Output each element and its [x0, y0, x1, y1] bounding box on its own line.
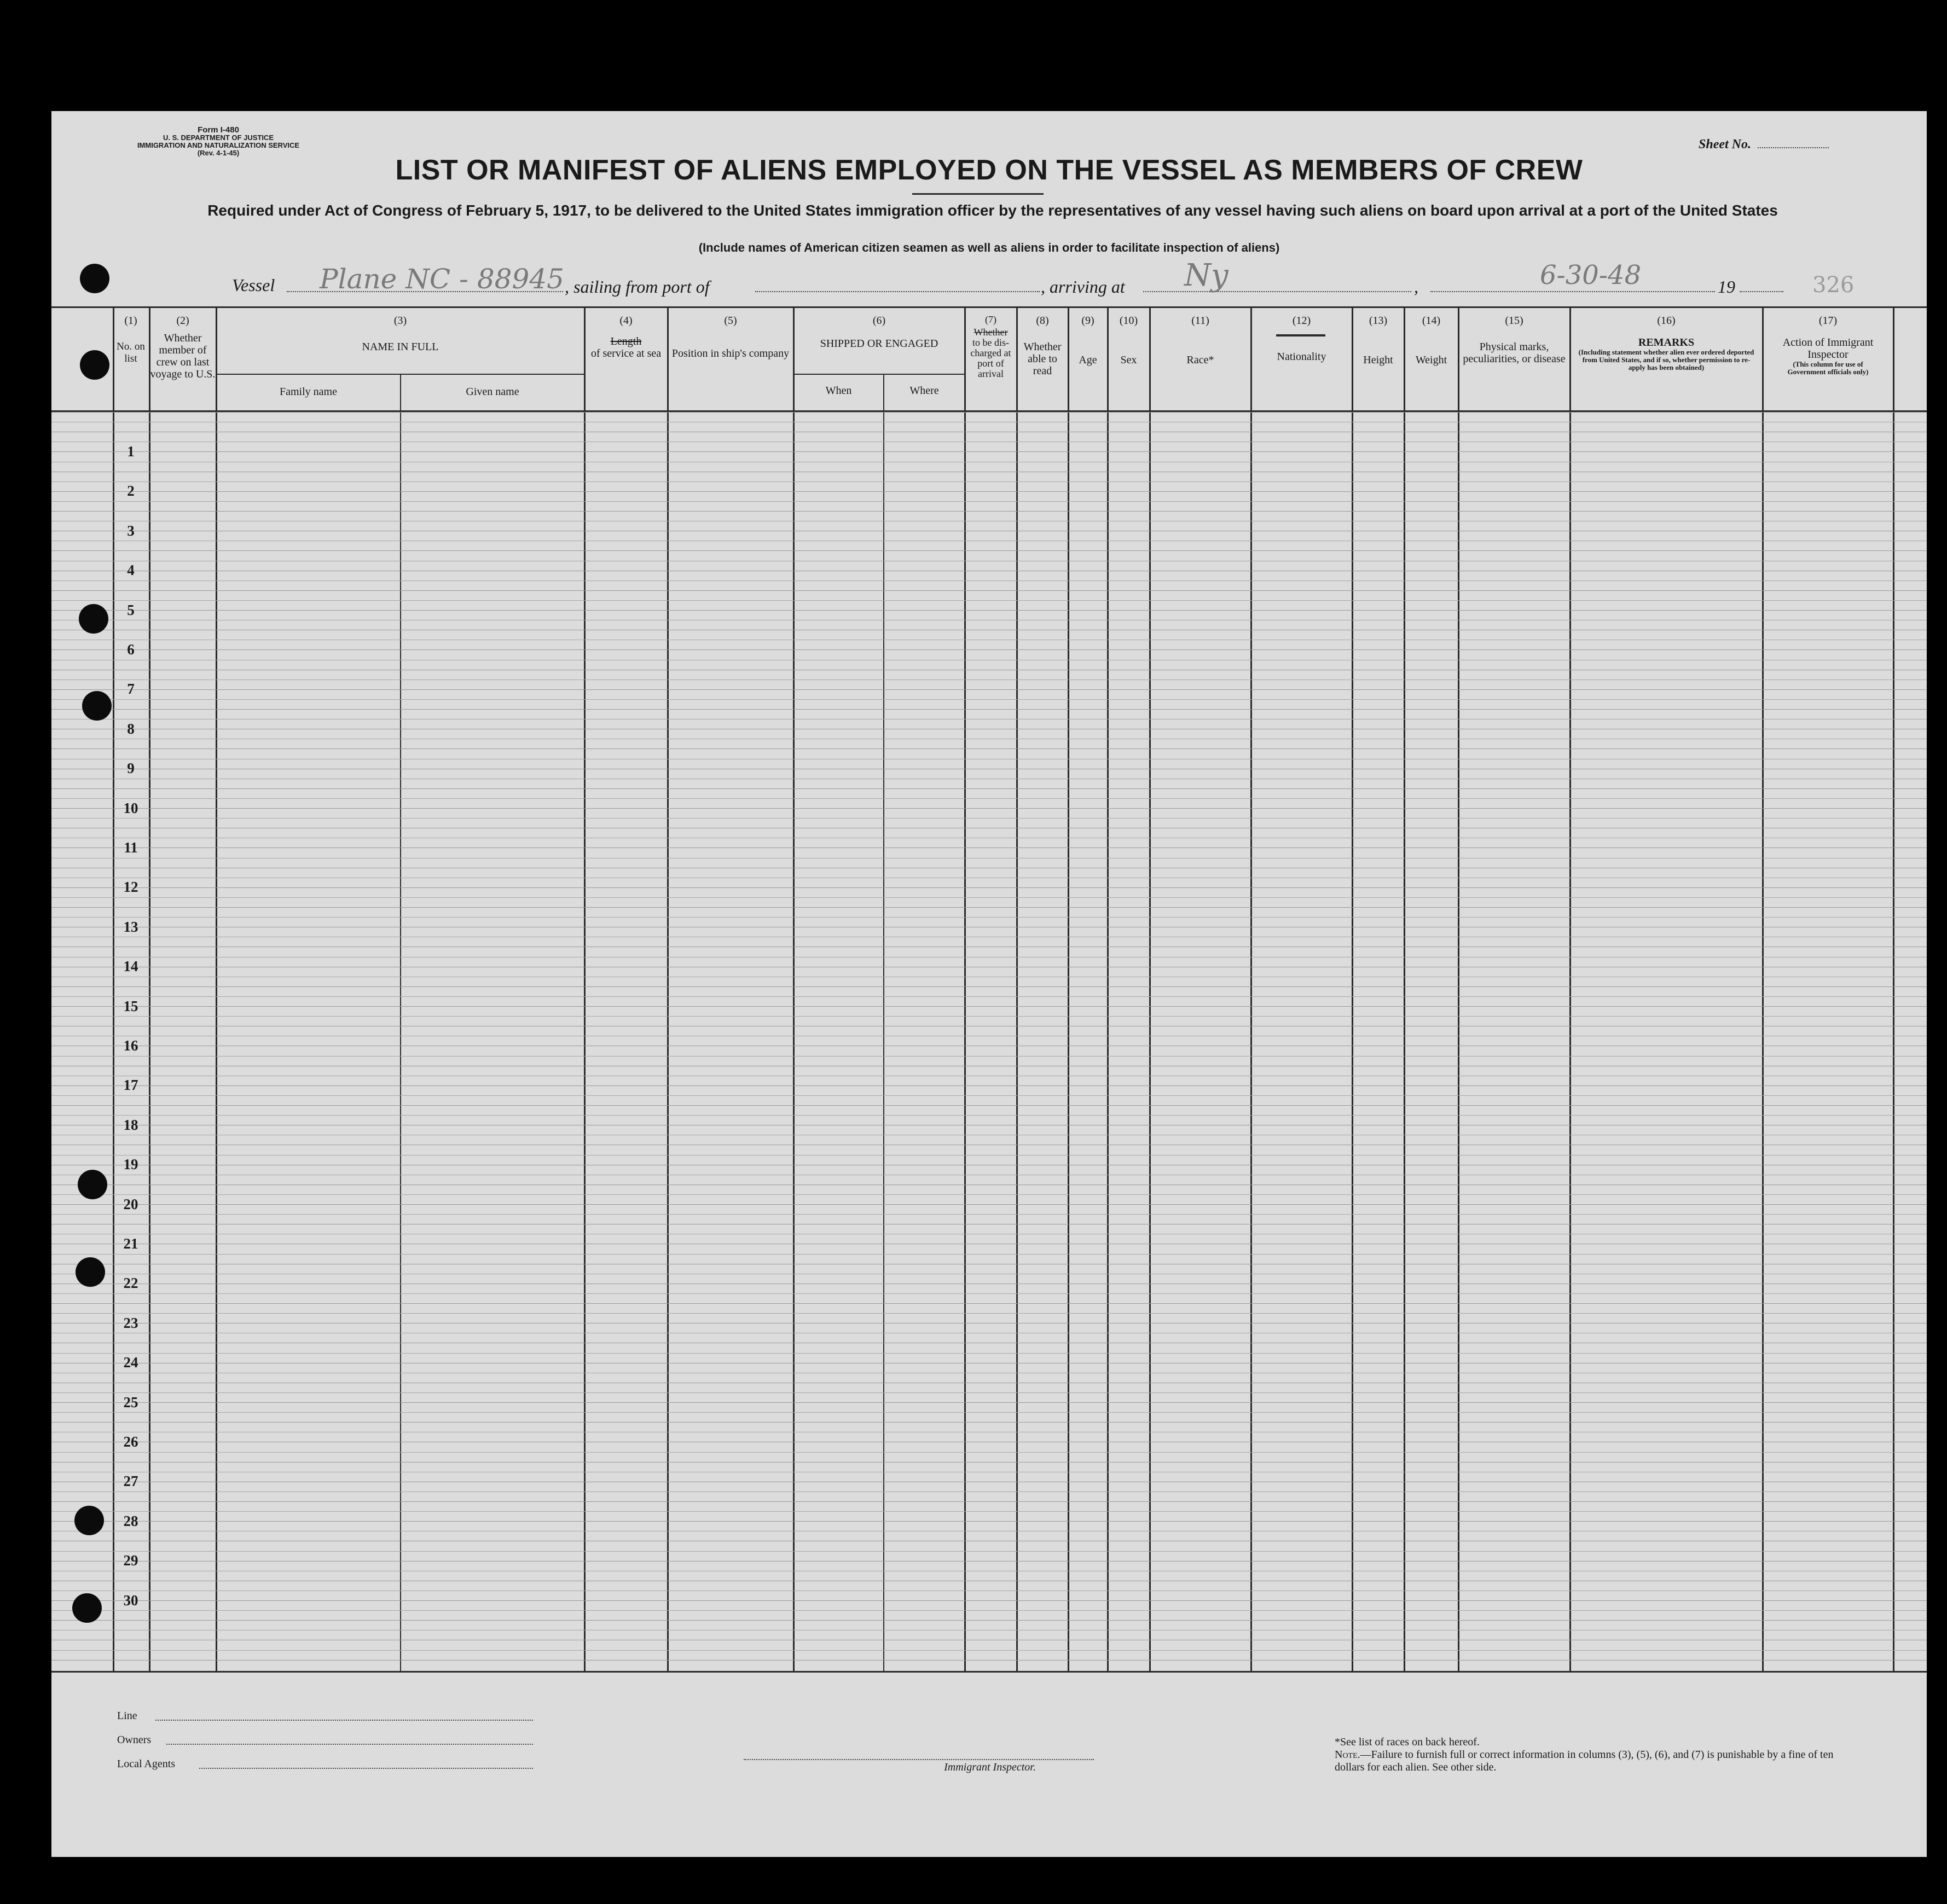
- vessel-label: Vessel: [232, 275, 275, 295]
- col-14-num: (14): [1422, 315, 1441, 327]
- col-13-label: Height: [1363, 354, 1393, 366]
- form-id-block: [128, 126, 309, 157]
- punch-hole: [74, 1506, 104, 1535]
- col-8-label: Whether able to read: [1023, 341, 1062, 377]
- col-5-label: Position in ship's company: [671, 347, 790, 359]
- sailing-field[interactable]: [755, 290, 1040, 292]
- row-rule: [51, 1551, 1927, 1552]
- row-rule: [51, 1660, 1927, 1661]
- row-rule: [51, 1521, 1927, 1522]
- footer-line-label: Line: [117, 1710, 137, 1722]
- row-number: 27: [123, 1473, 138, 1490]
- row-rule: [51, 1353, 1927, 1354]
- stamp-number: 326: [1812, 272, 1855, 298]
- arriving-field[interactable]: [1143, 290, 1411, 292]
- col-5-num: (5): [724, 315, 737, 327]
- col-2-header: [150, 315, 216, 380]
- col-line-6a: [883, 375, 884, 1673]
- col-7-header: [965, 315, 1016, 379]
- row-rule: [51, 808, 1927, 809]
- col-7-num: (7): [985, 314, 996, 325]
- row-rule: [51, 600, 1927, 601]
- row-number: 30: [123, 1592, 138, 1609]
- sheet-number-label: Sheet No.: [1699, 137, 1751, 152]
- col-6-where-header: Where: [909, 385, 939, 397]
- punch-hole: [82, 691, 112, 721]
- row-rule: [51, 590, 1927, 591]
- row-number: 17: [123, 1077, 138, 1094]
- penalty-note-label: Note.: [1335, 1749, 1360, 1761]
- punch-hole: [80, 264, 109, 293]
- row-rule: [51, 491, 1927, 492]
- form-note: (Include names of American citizen seamen as well as aliens in order to facilitate inspection of aliens): [698, 241, 1280, 254]
- sailing-label: , sailing from port of: [565, 277, 710, 297]
- row-number: 5: [127, 601, 135, 618]
- col-14-header: [1405, 315, 1458, 366]
- row-rule: [51, 1313, 1927, 1314]
- row-rule: [51, 1056, 1927, 1057]
- row-number: 13: [123, 918, 138, 935]
- row-rule: [51, 1650, 1927, 1651]
- title-divider: [912, 193, 1044, 195]
- row-number: 23: [123, 1314, 138, 1331]
- row-number: 12: [123, 879, 138, 896]
- row-number: 4: [127, 562, 135, 579]
- col-17-note: (This column for use of Government officials only): [1787, 360, 1869, 376]
- row-rule: [51, 986, 1927, 987]
- row-rule: [51, 1610, 1927, 1611]
- row-number: 21: [123, 1235, 138, 1252]
- row-rule: [51, 818, 1927, 819]
- row-rule: [51, 1452, 1927, 1453]
- col-10-label: Sex: [1120, 354, 1137, 366]
- row-rule: [51, 748, 1927, 749]
- col-17-label: Action of Immigrant Inspector: [1782, 336, 1874, 361]
- row-rule: [51, 699, 1927, 700]
- row-rule: [51, 1254, 1927, 1255]
- row-number: 28: [123, 1512, 138, 1529]
- row-rule: [51, 1600, 1927, 1601]
- col-12-num: (12): [1292, 315, 1311, 327]
- col-16-num: (16): [1657, 315, 1676, 327]
- col-12-header: [1251, 315, 1352, 363]
- footer-owners-blank[interactable]: [166, 1743, 533, 1745]
- footer-agents-field[interactable]: [117, 1758, 175, 1771]
- row-rule: [51, 1620, 1927, 1621]
- row-rule: [51, 1590, 1927, 1591]
- row-rule: [51, 1006, 1927, 1007]
- row-rule: [51, 847, 1927, 848]
- row-number: 9: [127, 760, 135, 777]
- footer-agents-label: Local Agents: [117, 1758, 176, 1770]
- col-15-label: Physical marks, peculiarities, or disease: [1463, 341, 1566, 365]
- footer-owners-field[interactable]: [117, 1734, 151, 1746]
- manifest-sheet: [51, 111, 1927, 1857]
- col-9-label: Age: [1079, 354, 1097, 366]
- col-17-header: [1763, 315, 1893, 376]
- row-rule: [51, 1422, 1927, 1423]
- col-7-label: to be dis-charged at port of arrival: [970, 337, 1011, 379]
- row-rule: [51, 1491, 1927, 1492]
- footer-line-blank[interactable]: [155, 1719, 533, 1721]
- row-rule: [51, 887, 1927, 888]
- col-1-header: [113, 315, 149, 365]
- row-rule: [51, 1105, 1927, 1106]
- row-number: 26: [123, 1433, 138, 1450]
- row-number: 2: [127, 483, 135, 500]
- footer-agents-blank[interactable]: [199, 1767, 533, 1769]
- row-number: 20: [123, 1195, 138, 1212]
- col-8-num: (8): [1036, 315, 1049, 327]
- row-number: 3: [127, 522, 135, 539]
- row-rule: [51, 996, 1927, 997]
- row-rule: [51, 1303, 1927, 1304]
- col-9-num: (9): [1081, 315, 1094, 327]
- col-6-when-header: When: [825, 385, 852, 397]
- race-note: *See list of races on back hereof.: [1335, 1736, 1480, 1748]
- punch-hole: [80, 350, 109, 380]
- arriving-label: , arriving at: [1041, 277, 1125, 297]
- row-rule: [51, 1214, 1927, 1215]
- row-rule: [51, 897, 1927, 898]
- inspector-signature-line[interactable]: [744, 1758, 1094, 1760]
- col-13-header: [1353, 315, 1404, 366]
- row-number: 8: [127, 720, 135, 737]
- col-2-num: (2): [176, 315, 189, 327]
- col-line-3a: [400, 375, 401, 1673]
- year-prefix: 19: [1718, 277, 1735, 297]
- row-number: 19: [123, 1156, 138, 1173]
- table-top-border: [51, 306, 1927, 308]
- row-rule: [51, 649, 1927, 650]
- inspector-label: Immigrant Inspector.: [944, 1761, 1036, 1773]
- date-value[interactable]: 6-30-48: [1540, 260, 1642, 291]
- col-12-label: Nationality: [1277, 351, 1326, 363]
- arriving-value[interactable]: Ny: [1184, 258, 1229, 293]
- row-rule: [51, 1392, 1927, 1393]
- row-rule: [51, 907, 1927, 908]
- row-rule: [51, 917, 1927, 918]
- col-2-label: Whether member of crew on last voyage to U.S.: [150, 332, 216, 380]
- date-comma: ,: [1414, 277, 1418, 297]
- sheet-number-blank[interactable]: [1758, 147, 1829, 148]
- punch-hole: [76, 1257, 105, 1287]
- row-number: 1: [127, 443, 135, 460]
- punch-hole: [72, 1593, 102, 1623]
- col-10-num: (10): [1119, 315, 1138, 327]
- row-number: 22: [123, 1275, 138, 1292]
- col-10-header: [1108, 315, 1149, 366]
- row-rule: [51, 1293, 1927, 1294]
- col-11-num: (11): [1191, 315, 1209, 327]
- name-subheader-line: [216, 374, 586, 375]
- form-title: LIST OR MANIFEST OF ALIENS EMPLOYED ON THE VESSEL AS MEMBERS OF CREW: [395, 154, 1583, 186]
- col-3-label: NAME IN FULL: [362, 341, 439, 353]
- row-rule: [51, 709, 1927, 710]
- row-rule: [51, 550, 1927, 551]
- row-rule: [51, 1194, 1927, 1195]
- row-number: 10: [123, 799, 138, 816]
- col-17-num: (17): [1818, 315, 1838, 327]
- col-4-header: [585, 315, 667, 359]
- row-rule: [51, 798, 1927, 799]
- footer-line-field[interactable]: [117, 1710, 137, 1722]
- col-11-label: Race*: [1186, 354, 1214, 366]
- row-number: 25: [123, 1394, 138, 1410]
- row-rule: [51, 1402, 1927, 1403]
- col-13-num: (13): [1369, 315, 1388, 327]
- col-11-header: [1150, 315, 1250, 366]
- col-14-label: Weight: [1415, 354, 1447, 366]
- col-15-num: (15): [1505, 315, 1523, 327]
- department-name: U. S. DEPARTMENT OF JUSTICE: [163, 133, 274, 142]
- col-1-label: No. on list: [117, 341, 145, 364]
- row-rule: [51, 1095, 1927, 1096]
- row-number: 14: [123, 958, 138, 975]
- row-rule: [51, 501, 1927, 502]
- row-number: 29: [123, 1552, 138, 1569]
- col-4-label: of service at sea: [590, 347, 662, 359]
- row-number: 18: [123, 1116, 138, 1133]
- row-rule: [51, 1115, 1927, 1116]
- row-rule: [51, 511, 1927, 512]
- col-3-given-header: Given name: [466, 386, 519, 398]
- row-number: 6: [127, 641, 135, 658]
- row-number: 16: [123, 1037, 138, 1054]
- col-5-header: [668, 315, 793, 359]
- penalty-note-text: —Failure to furnish full or correct information in columns (3), (5), (6), and (7) is punishable by a fine of ten dollars for each alien. See other side.: [1335, 1749, 1834, 1773]
- row-rule: [51, 1204, 1927, 1205]
- row-rule: [51, 1511, 1927, 1512]
- col-4-struck-label: Length: [610, 335, 642, 347]
- revision-date: (Rev. 4-1-45): [197, 149, 240, 157]
- row-rule: [51, 610, 1927, 611]
- sheet-number-field[interactable]: [1699, 137, 1829, 152]
- col-16-header: [1571, 315, 1762, 371]
- row-rule: [51, 1412, 1927, 1413]
- service-name: IMMIGRATION AND NATURALIZATION SERVICE: [137, 141, 300, 149]
- row-rule: [51, 412, 1927, 413]
- form-number: Form I-480: [198, 125, 239, 135]
- penalty-note: [1335, 1749, 1838, 1774]
- row-number: 15: [123, 997, 138, 1014]
- row-number: 7: [127, 681, 135, 698]
- row-rule: [51, 451, 1927, 452]
- col-16-note: (Including statement whether alien ever ordered deported from United States, and if so, whether permission to re-apply has been obtained): [1578, 348, 1754, 371]
- col-12-strike-mark: [1276, 334, 1325, 336]
- row-rule: [51, 481, 1927, 482]
- punch-hole: [78, 1170, 107, 1199]
- row-rule: [51, 1085, 1927, 1086]
- form-subtitle: Required under Act of Congress of February 5, 1917, to be delivered to the United States immigration officer by the representatives of any vessel having such aliens on board upon arrival at a port of the United States: [207, 202, 1778, 219]
- footer-owners-label: Owners: [117, 1734, 152, 1746]
- punch-hole: [79, 604, 108, 634]
- shipped-subheader-line: [793, 374, 964, 375]
- row-rule: [51, 1155, 1927, 1156]
- year-field[interactable]: [1740, 290, 1783, 292]
- col-4-num: (4): [619, 315, 633, 327]
- col-3-num: (3): [393, 315, 407, 327]
- col-7-struck-label: Whether: [973, 327, 1008, 338]
- row-number: 24: [123, 1354, 138, 1371]
- row-rule: [51, 1016, 1927, 1017]
- col-6-label: SHIPPED OR ENGAGED: [820, 338, 938, 350]
- row-rule: [51, 1501, 1927, 1502]
- col-6-num: (6): [872, 315, 886, 327]
- col-9-header: [1069, 315, 1107, 366]
- col-3-family-header: Family name: [280, 386, 337, 398]
- col-8-header: [1017, 315, 1068, 377]
- col-3-header: [217, 315, 584, 353]
- table-bottom-border: [51, 1671, 1927, 1673]
- col-1-num: (1): [124, 315, 137, 327]
- row-number: 11: [124, 839, 138, 856]
- row-rule: [51, 689, 1927, 690]
- col-6-header: [794, 315, 964, 350]
- row-rule: [51, 788, 1927, 789]
- col-16-label: REMARKS: [1638, 336, 1695, 349]
- col-15-header: [1459, 315, 1569, 365]
- vessel-value[interactable]: Plane NC - 88945: [320, 263, 564, 295]
